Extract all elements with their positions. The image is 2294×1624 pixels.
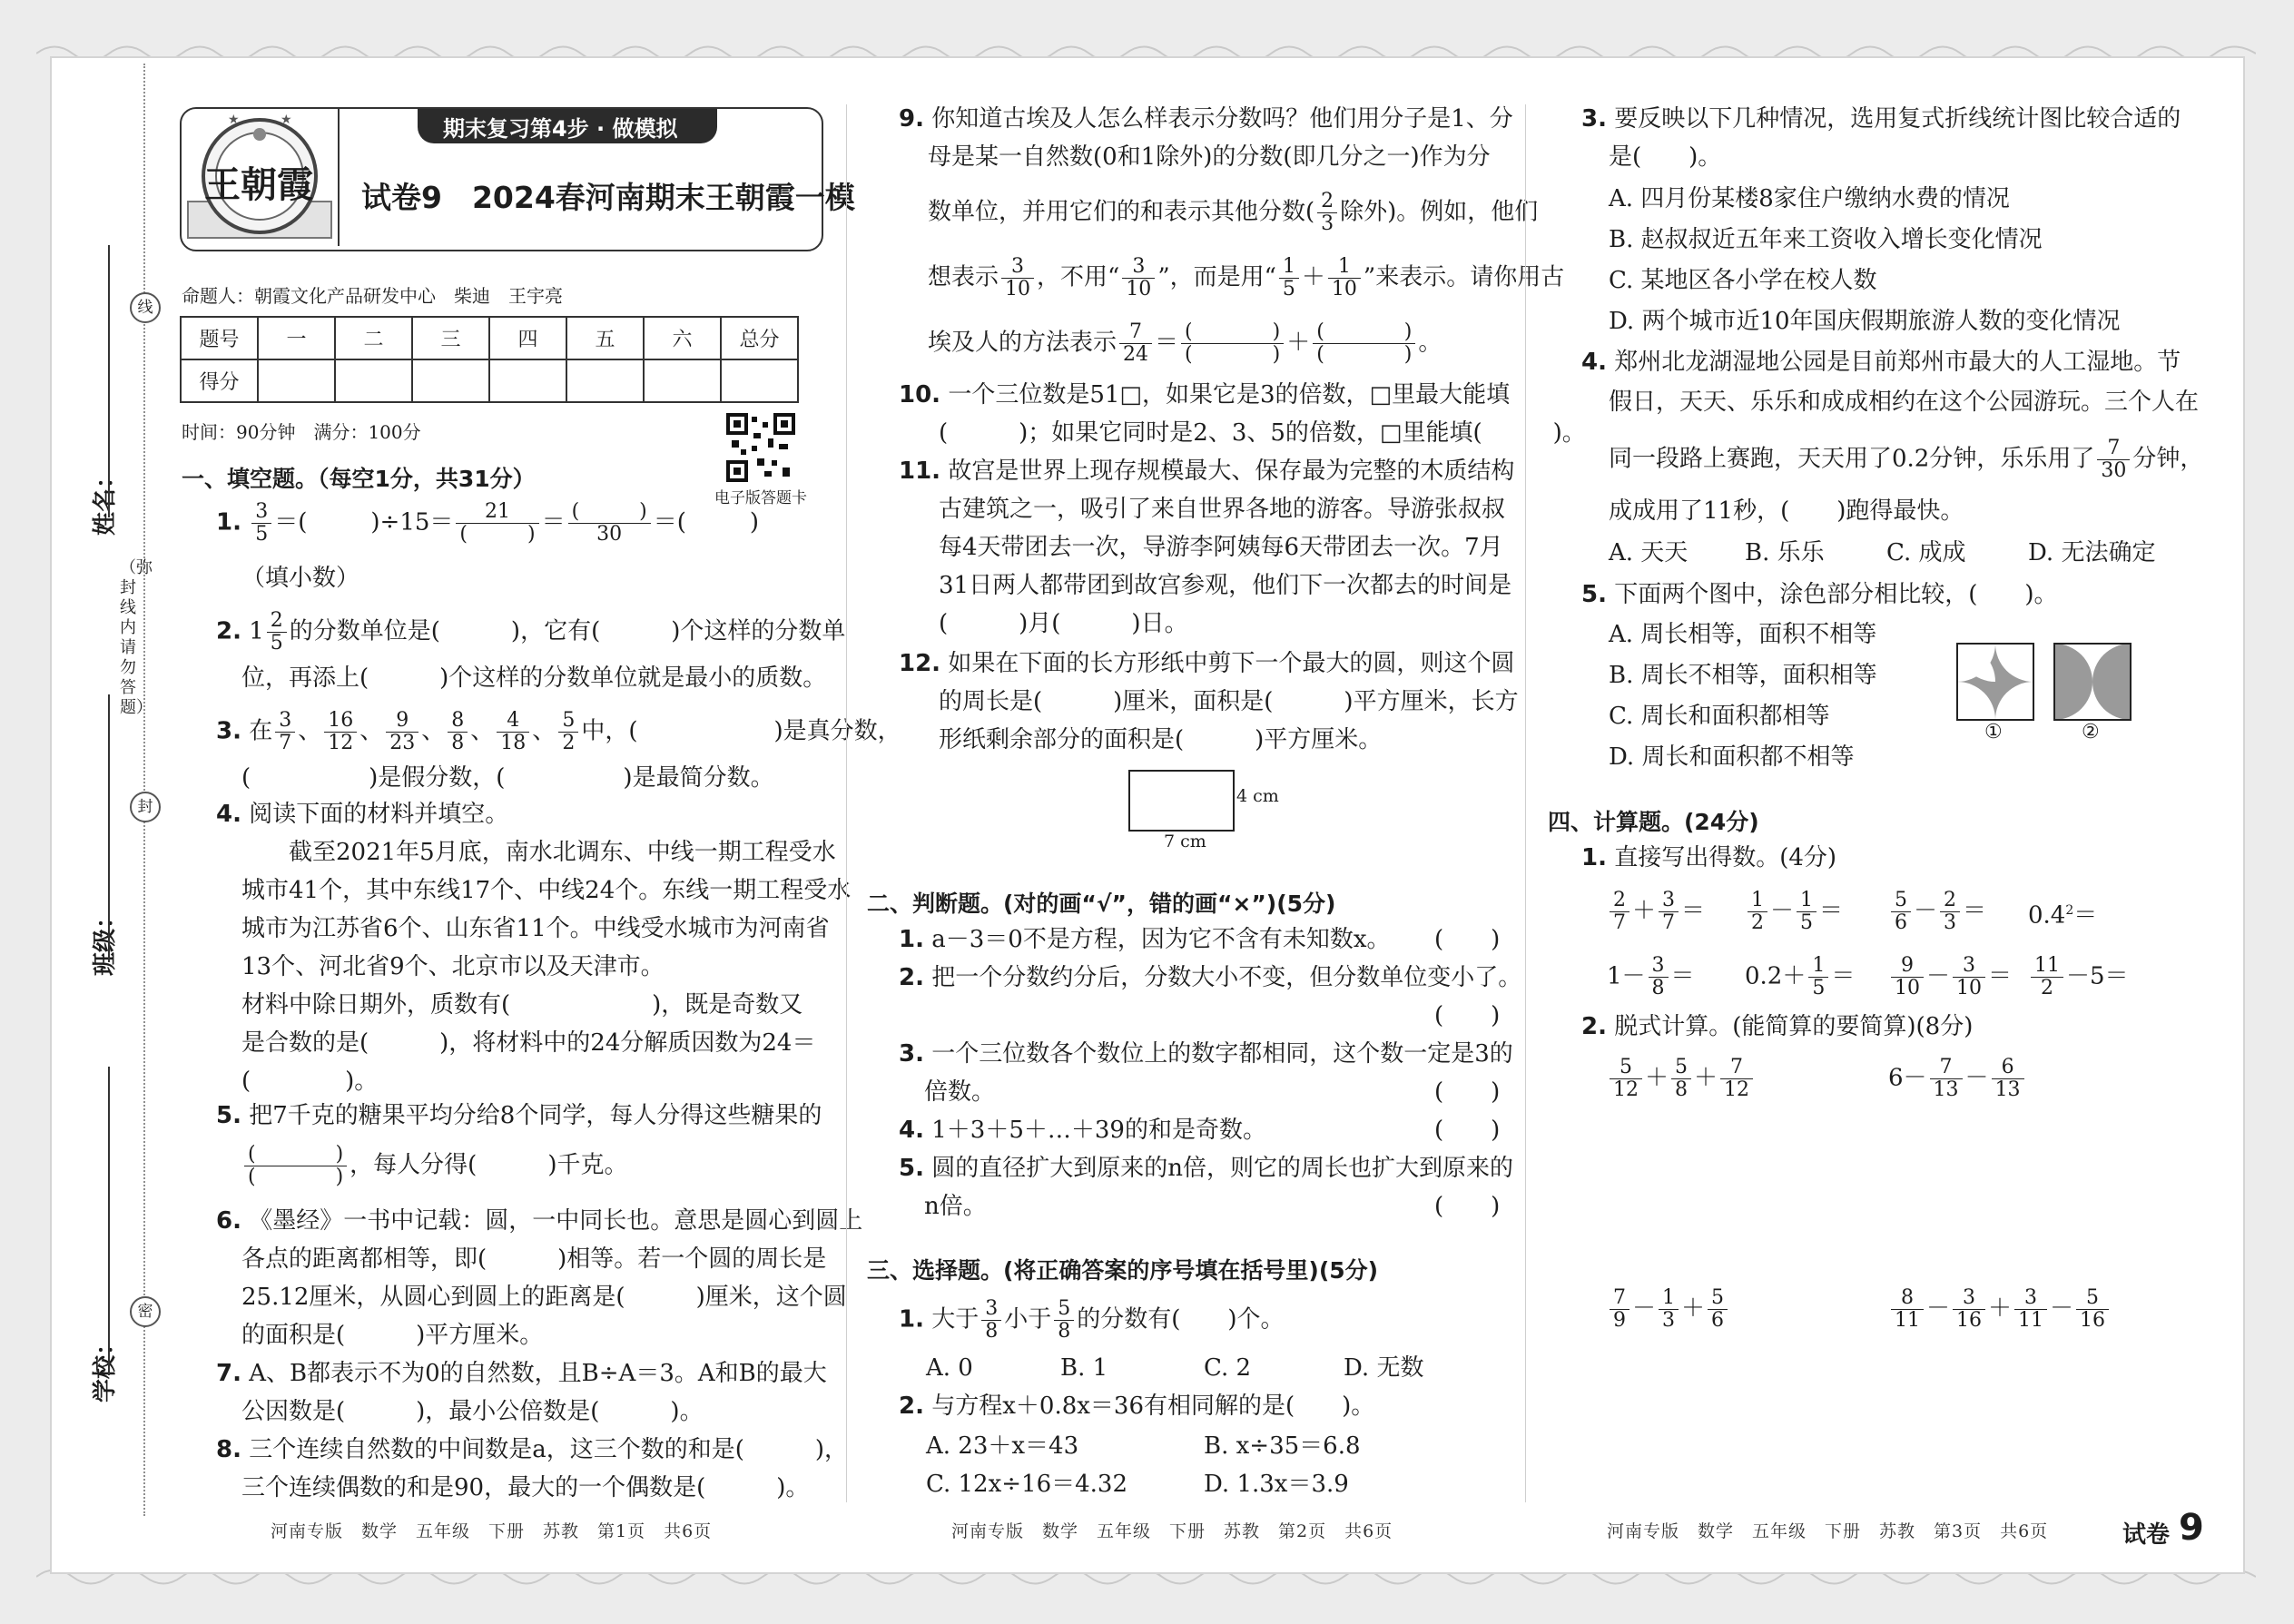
binding-notice: （弥封线内请勿答题） bbox=[120, 558, 153, 717]
rect-height-label: 4 cm bbox=[1236, 786, 1279, 806]
score-table bbox=[180, 316, 799, 403]
calc-expression[interactable]: $\frac{5}{12}$ ＋ $\frac{5}{8}$ ＋ $\frac{7}{12}$ bbox=[1607, 1057, 1756, 1101]
question-5 bbox=[216, 1098, 822, 1133]
question-text: 一个三位数是51□，如果它是3的倍数，□里最大能填 bbox=[948, 381, 1511, 408]
choice-option[interactable]: C. 2 bbox=[1204, 1354, 1252, 1382]
section-4-title: 四、计算题。(24分) bbox=[1548, 809, 1759, 835]
calc-1 bbox=[1581, 841, 1836, 875]
judge-3 bbox=[899, 1037, 1513, 1071]
choice-option[interactable]: B. 乐乐 bbox=[1745, 539, 1825, 566]
question-1: 1. $\frac{3}{5}$ ＝( )÷15＝ $\frac{21}{( )}$ ＝ $\frac{( )}{30}$ ＝( ) bbox=[216, 500, 760, 546]
judge-2 bbox=[899, 960, 1521, 995]
fraction-21-blank: $\frac{21}{( )}$ bbox=[456, 501, 538, 546]
fraction-7-24: $\frac{7}{24}$ bbox=[1119, 321, 1152, 366]
choice-option[interactable]: B. 1 bbox=[1060, 1354, 1108, 1382]
q4-passage-4: 13个、河北省9个、北京市以及天津市。 bbox=[241, 953, 665, 980]
choice-option[interactable]: C. 周长和面积都相等 bbox=[1609, 703, 1830, 730]
question-text: 的分数有( )个。 bbox=[1077, 1305, 1285, 1334]
score-cell[interactable] bbox=[335, 359, 412, 402]
exam-tag-number: 9 bbox=[2179, 1507, 2204, 1549]
judge-5-line-b: n倍。 bbox=[924, 1193, 987, 1220]
question-number: 1. bbox=[899, 1305, 924, 1334]
qr-code[interactable] bbox=[726, 413, 795, 482]
question-text: 你知道古埃及人怎么样表示分数吗？他们用分子是1、分 bbox=[931, 105, 1513, 133]
choice-2 bbox=[899, 1389, 1374, 1423]
seal-xian: 线 bbox=[130, 292, 161, 323]
question-text: 阅读下面的材料并填空。 bbox=[249, 801, 509, 828]
choice-option[interactable]: A. 23＋x＝43 bbox=[926, 1432, 1079, 1460]
judge-3-line-b: 倍数。 bbox=[924, 1078, 996, 1106]
calc-item[interactable]: $\frac{1}{2}$ － $\frac{1}{5}$ ＝ bbox=[1745, 890, 1843, 934]
judge-4 bbox=[899, 1113, 1266, 1147]
choice-1 bbox=[899, 1298, 1285, 1343]
question-number: 5. bbox=[899, 1155, 924, 1182]
question-12-line-b: 的周长是( )厘米，面积是( )平方厘米，长方 bbox=[939, 688, 1519, 715]
question-number: 11. bbox=[899, 458, 941, 485]
question-number: 12. bbox=[899, 650, 941, 677]
score-cell[interactable] bbox=[258, 359, 335, 402]
choice-3 bbox=[1581, 102, 2181, 136]
question-text: 除外)。例如，他们 bbox=[1340, 198, 1539, 226]
calc-item[interactable]: 1－ $\frac{3}{8}$ ＝ bbox=[1607, 954, 1695, 999]
fraction-4-18: $\frac{4}{18}$ bbox=[497, 710, 529, 754]
shaded-figure-1 bbox=[1956, 643, 2034, 721]
question-number: 1. bbox=[1581, 844, 1607, 871]
section-1-title: 一、填空题。（每空1分，共31分） bbox=[182, 466, 536, 492]
fraction-16-12: $\frac{16}{12}$ bbox=[324, 710, 357, 754]
calc-expression[interactable]: $\frac{8}{11}$ － $\frac{3}{16}$ ＋ $\frac{3}{11}$ － $\frac{5}{16}$ bbox=[1888, 1287, 2112, 1332]
question-6-line-c: 25.12厘米，从圆心到圆上的距离是( )厘米，这个圆 bbox=[241, 1284, 847, 1311]
question-text: 郑州北龙湖湿地公园是目前郑州市最大的人工湿地。节 bbox=[1614, 349, 2181, 376]
exam-time: 时间：90分钟 满分：100分 bbox=[182, 421, 421, 443]
fraction-8-8: $\frac{8}{8}$ bbox=[448, 710, 468, 754]
question-text: 下面两个图中，涂色部分相比较，( )。 bbox=[1614, 581, 2058, 608]
question-text: 把7千克的糖果平均分给8个同学，每人分得这些糖果的 bbox=[249, 1102, 822, 1129]
question-number: 7. bbox=[216, 1360, 241, 1387]
q4-passage-1: 截至2021年5月底，南水北调东、中线一期工程受水 bbox=[241, 839, 836, 866]
question-9-line-c bbox=[928, 191, 1538, 235]
question-text: 想表示 bbox=[928, 263, 999, 291]
question-7-line-b: 公因数是( )，最小公倍数是( )。 bbox=[241, 1398, 704, 1425]
fraction-5-2: $\frac{5}{2}$ bbox=[558, 710, 578, 754]
logo-text: 王朝霞 bbox=[204, 163, 313, 206]
qr-caption: 电子版答题卡 bbox=[714, 489, 807, 507]
choice-4-line-b: 假日，天天、乐乐和成成相约在这个公园游玩。三个人在 bbox=[1609, 389, 2200, 416]
calc-item[interactable]: $\frac{2}{7}$ ＋ $\frac{3}{7}$ ＝ bbox=[1607, 890, 1705, 934]
question-number: 6. bbox=[216, 1207, 241, 1235]
question-2-line-b: 位，再添上( )个这样的分数单位就是最小的质数。 bbox=[241, 664, 827, 692]
header-divider bbox=[338, 109, 340, 246]
choice-option[interactable]: A. 0 bbox=[926, 1354, 973, 1382]
score-header-cell: 五 bbox=[566, 317, 644, 359]
calc-item[interactable]: 0.2＋ $\frac{1}{5}$ ＝ bbox=[1745, 954, 1856, 999]
question-number: 3. bbox=[899, 1040, 924, 1068]
fraction-3-7: $\frac{3}{7}$ bbox=[275, 710, 295, 754]
question-text: 数单位，并用它们的和表示其他分数( bbox=[928, 198, 1315, 226]
question-2: 2. 1 $\frac{2}{5}$ 的分数单位是( )，它有( )个这样的分数单 bbox=[216, 609, 846, 655]
figure-1-label: ① bbox=[1984, 721, 2003, 743]
judge-answer[interactable]: ( ) bbox=[1434, 1002, 1501, 1029]
calc-2 bbox=[1581, 1009, 1973, 1044]
question-number: 4. bbox=[899, 1117, 924, 1144]
question-text: 要反映以下几种情况，选用复式折线统计图比较合适的 bbox=[1614, 105, 2181, 133]
question-text: 1＋3＋5＋…＋39的和是奇数。 bbox=[931, 1117, 1266, 1144]
question-6-line-b: 各点的距离都相等，即( )相等。若一个圆的周长是 bbox=[241, 1245, 827, 1273]
name-line[interactable] bbox=[108, 245, 110, 517]
question-number: 1. bbox=[216, 508, 241, 536]
choice-option[interactable]: C. 某地区各小学在校人数 bbox=[1609, 267, 1877, 294]
question-12 bbox=[899, 646, 1514, 681]
question-text: 一个三位数各个数位上的数字都相同，这个数一定是3的 bbox=[931, 1040, 1513, 1068]
calc-expression[interactable]: $\frac{7}{9}$ － $\frac{1}{3}$ ＋ $\frac{5}{6}$ bbox=[1607, 1287, 1730, 1332]
question-text: 小于 bbox=[1004, 1305, 1052, 1334]
choice-option[interactable]: D. 无法确定 bbox=[2028, 539, 2156, 566]
fraction-blank[interactable]: $\frac{( )}{( )}$ bbox=[1313, 321, 1415, 366]
choice-option[interactable]: A. 天天 bbox=[1609, 539, 1689, 566]
fraction-3-5: $\frac{3}{5}$ bbox=[251, 501, 271, 546]
question-text: 大于 bbox=[931, 1305, 980, 1334]
judge-answer[interactable]: ( ) bbox=[1434, 1078, 1501, 1106]
score-row-label: 得分 bbox=[181, 359, 258, 402]
calc-item[interactable]: $0.4^2=$ bbox=[2028, 901, 2098, 930]
class-label: 班级： bbox=[92, 904, 119, 976]
question-text: 埃及人的方法表示 bbox=[928, 329, 1117, 357]
score-header-cell: 一 bbox=[258, 317, 335, 359]
question-text: 直接写出得数。(4分) bbox=[1614, 844, 1837, 871]
question-6-line-d: 的面积是( )平方厘米。 bbox=[241, 1322, 544, 1349]
question-text: 把一个分数约分后，分数大小不变，但分数单位变小了。 bbox=[931, 964, 1522, 991]
choice-option[interactable]: B. 周长不相等，面积相等 bbox=[1609, 662, 1877, 689]
column-divider-1 bbox=[846, 104, 847, 1502]
rectangle-figure bbox=[1128, 770, 1235, 832]
choice-3-line-b: 是( )。 bbox=[1609, 143, 1722, 171]
seal-feng: 封 bbox=[130, 792, 161, 822]
exam-tag: 试卷 bbox=[2122, 1521, 2171, 1549]
choice-option[interactable]: A. 四月份某楼8家住户缴纳水费的情况 bbox=[1609, 185, 2010, 212]
fraction-blank-blank[interactable]: $\frac{( )}{( )}$ bbox=[244, 1144, 347, 1188]
question-11 bbox=[899, 454, 1514, 488]
choice-option[interactable]: A. 周长相等，面积不相等 bbox=[1609, 621, 1877, 648]
score-cell[interactable] bbox=[644, 359, 721, 402]
calc-item[interactable]: $\frac{11}{2}$ －5＝ bbox=[2028, 955, 2129, 999]
shaded-figure-2 bbox=[2053, 643, 2132, 721]
footer-page-2: 河南专版 数学 五年级 下册 苏教 第2页 共6页 bbox=[951, 1521, 1393, 1541]
question-12-line-c: 形纸剩余部分的面积是( )平方厘米。 bbox=[939, 726, 1383, 753]
question-text: 《墨经》一书中记载：圆，一中同长也。意思是圆心到圆上 bbox=[249, 1207, 863, 1235]
question-6 bbox=[216, 1204, 862, 1238]
judge-answer[interactable]: ( ) bbox=[1434, 926, 1501, 953]
score-header-cell: 六 bbox=[644, 317, 721, 359]
section-2-title: 二、判断题。(对的画“√”，错的画“×”)(5分) bbox=[867, 891, 1336, 917]
fraction-7-30: $\frac{7}{30}$ bbox=[2097, 438, 2130, 482]
choice-4-line-c bbox=[1609, 438, 2203, 482]
question-9-line-e: 埃及人的方法表示 $\frac{7}{24}$ ＝ $\frac{( )}{( )}$ ＋ $\frac{( )}{( )}$ 。 bbox=[928, 320, 1442, 366]
question-3: 3. 在 $\frac{3}{7}$ 、 $\frac{16}{12}$ 、 $\frac{9}{23}$ 、 $\frac{8}{8}$ 、 $\frac{4}{18}$ 、 $\frac{5}{2}$ 中，( )是真分数， bbox=[216, 709, 901, 754]
question-9 bbox=[899, 102, 1513, 136]
question-number: 5. bbox=[216, 1102, 241, 1129]
score-cell[interactable] bbox=[721, 359, 798, 402]
question-11-line-c: 每4天带团去一次，导游李阿姨每6天带团去一次。7月 bbox=[939, 534, 1503, 561]
score-header-cell: 总分 bbox=[721, 317, 798, 359]
question-number: 2. bbox=[899, 964, 924, 991]
calc-item[interactable]: $\frac{5}{6}$ － $\frac{2}{3}$ ＝ bbox=[1888, 890, 1986, 934]
exam-title: 试卷9 2024春河南期末王朝霞一模 bbox=[361, 180, 855, 215]
question-number: 1. bbox=[899, 926, 924, 953]
question-5-line-b bbox=[241, 1144, 627, 1188]
score-cell[interactable] bbox=[566, 359, 644, 402]
question-11-line-e: ( )月( )日。 bbox=[939, 610, 1188, 637]
fraction-3-10: $\frac{3}{10}$ bbox=[1001, 256, 1034, 300]
fraction-3-8: $\frac{3}{8}$ bbox=[981, 1298, 1001, 1343]
question-text: 与方程x＋0.8x＝36有相同解的是( )。 bbox=[931, 1393, 1375, 1420]
question-number: 4. bbox=[1581, 349, 1607, 376]
score-header-cell: 三 bbox=[412, 317, 489, 359]
question-text: 圆的直径扩大到原来的n倍，则它的周长也扩大到原来的 bbox=[931, 1155, 1513, 1182]
question-1-tail: （填小数） bbox=[241, 565, 360, 592]
question-number: 2. bbox=[216, 617, 241, 645]
choice-option[interactable]: C. 成成 bbox=[1886, 539, 1966, 566]
question-text: 同一段路上赛跑，天天用了0.2分钟，乐乐用了 bbox=[1609, 445, 2095, 473]
school-line[interactable] bbox=[108, 1067, 110, 1375]
score-header-cell: 题号 bbox=[181, 317, 258, 359]
name-label: 姓名： bbox=[92, 464, 119, 536]
question-9-line-d: 想表示 $\frac{3}{10}$ ，不用“ $\frac{3}{10}$ ”，而是用“ $\frac{1}{5}$ ＋ $\frac{1}{10}$ ”来表示。请你用古 bbox=[928, 255, 1565, 300]
fraction-5-8: $\frac{5}{8}$ bbox=[1054, 1298, 1074, 1343]
fraction-2-3: $\frac{2}{3}$ bbox=[1317, 191, 1337, 235]
question-text: a－3＝0不是方程，因为它不含有未知数x。 bbox=[931, 926, 1391, 953]
question-text: 三个连续自然数的中间数是a，这三个数的和是( )， bbox=[249, 1436, 849, 1463]
question-number: 3. bbox=[1581, 105, 1607, 133]
question-text: ，不用“ bbox=[1037, 263, 1120, 291]
question-8-line-b: 三个连续偶数的和是90，最大的一个偶数是( )。 bbox=[241, 1474, 810, 1501]
svg-text:★: ★ bbox=[281, 113, 292, 127]
question-text: 如果在下面的长方形纸中剪下一个最大的圆，则这个圆 bbox=[948, 650, 1515, 677]
question-number: 3. bbox=[216, 717, 241, 745]
question-11-line-d: 31日两人都带团到故宫参观，他们下一次都去的时间是 bbox=[939, 572, 1512, 599]
choice-option[interactable]: B. 赵叔叔近五年来工资收入增长变化情况 bbox=[1609, 226, 2043, 253]
choice-option[interactable]: D. 无数 bbox=[1344, 1354, 1424, 1382]
figure-2-label: ② bbox=[2082, 721, 2100, 743]
choice-option[interactable]: D. 两个城市近10年国庆假期旅游人数的变化情况 bbox=[1609, 308, 2121, 335]
choice-option[interactable]: D. 1.3x＝3.9 bbox=[1204, 1471, 1349, 1498]
question-number: 4. bbox=[216, 801, 241, 828]
fraction-blank-30: $\frac{( )}{30}$ bbox=[568, 501, 651, 546]
question-10-line-b: ( )；如果它同时是2、3、5的倍数，□里能填( )。 bbox=[939, 419, 1586, 447]
question-11-line-b: 古建筑之一，吸引了来自世界各地的游客。导游张叔叔 bbox=[939, 496, 1506, 523]
column-divider-2 bbox=[1525, 104, 1526, 1502]
fraction-blank[interactable]: $\frac{( )}{( )}$ bbox=[1181, 321, 1284, 366]
choice-option[interactable]: B. x÷35＝6.8 bbox=[1204, 1432, 1361, 1460]
judge-5 bbox=[899, 1151, 1513, 1186]
question-text: 分钟， bbox=[2132, 445, 2204, 473]
authors: 命题人：朝霞文化产品研发中心 柴迪 王宇亮 bbox=[182, 285, 563, 307]
q4-passage-5: 材料中除日期外，质数有( )，既是奇数又 bbox=[241, 991, 803, 1019]
fraction-2-5: $\frac{2}{5}$ bbox=[267, 610, 287, 655]
svg-text:★: ★ bbox=[228, 113, 240, 127]
seal-mi: 密 bbox=[130, 1296, 161, 1327]
question-9-line-b: 母是某一自然数(0和1除外)的分数(即几分之一)作为分 bbox=[928, 143, 1491, 171]
question-10 bbox=[899, 378, 1510, 412]
fraction-9-23: $\frac{9}{23}$ bbox=[386, 710, 418, 754]
question-text: 脱式计算。(能简算的要简算)(8分) bbox=[1614, 1013, 1974, 1040]
q4-passage-6: 是合数的是( )，将材料中的24分解质因数为24＝ bbox=[241, 1029, 816, 1057]
choice-option[interactable]: C. 12x÷16＝4.32 bbox=[926, 1471, 1128, 1498]
question-number: 8. bbox=[216, 1436, 241, 1463]
fraction-3-10: $\frac{3}{10}$ bbox=[1122, 256, 1155, 300]
choice-5 bbox=[1581, 577, 2058, 612]
question-text: 故宫是世界上现存规模最大、保存最为完整的木质结构 bbox=[948, 458, 1515, 485]
score-header-cell: 二 bbox=[335, 317, 412, 359]
rect-width-label: 7 cm bbox=[1164, 832, 1206, 851]
choice-4-line-d: 成成用了11秒，( )跑得最快。 bbox=[1609, 497, 1964, 525]
school-label: 学校： bbox=[92, 1331, 119, 1403]
judge-answer[interactable]: ( ) bbox=[1434, 1193, 1501, 1220]
question-4 bbox=[216, 797, 508, 832]
fraction-1-10: $\frac{1}{10}$ bbox=[1328, 256, 1361, 300]
judge-1 bbox=[899, 922, 1390, 957]
question-number: 5. bbox=[1581, 581, 1607, 608]
question-text: ，每人分得( )千克。 bbox=[350, 1151, 628, 1179]
section-3-title: 三、选择题。(将正确答案的序号填在括号里)(5分) bbox=[867, 1257, 1379, 1284]
question-8 bbox=[216, 1432, 848, 1467]
calc-expression[interactable]: 6－ $\frac{7}{13}$ － $\frac{6}{13}$ bbox=[1888, 1057, 2027, 1101]
footer-page-3: 河南专版 数学 五年级 下册 苏教 第3页 共6页 bbox=[1607, 1521, 2049, 1541]
question-number: 2. bbox=[1581, 1013, 1607, 1040]
question-text: 的分数单位是( )，它有( )个这样的分数单 bbox=[289, 617, 846, 645]
question-text: ”来表示。请你用古 bbox=[1363, 263, 1565, 291]
question-number: 10. bbox=[899, 381, 941, 408]
score-cell[interactable] bbox=[489, 359, 566, 402]
question-text: A、B都表示不为0的自然数，且B÷A＝3。A和B的最大 bbox=[249, 1360, 827, 1387]
score-cell[interactable] bbox=[412, 359, 489, 402]
score-header-cell: 四 bbox=[489, 317, 566, 359]
question-number: 2. bbox=[899, 1393, 924, 1420]
banner-text: 期末复习第4步 · 做模拟 bbox=[443, 116, 678, 142]
footer-page-1: 河南专版 数学 五年级 下册 苏教 第1页 共6页 bbox=[271, 1521, 713, 1541]
fraction-1-5: $\frac{1}{5}$ bbox=[1279, 256, 1299, 300]
question-text: ”，而是用“ bbox=[1157, 263, 1276, 291]
choice-4 bbox=[1581, 345, 2181, 379]
q4-passage-7: ( )。 bbox=[241, 1068, 379, 1095]
question-number: 9. bbox=[899, 105, 924, 133]
judge-answer[interactable]: ( ) bbox=[1434, 1117, 1501, 1144]
q4-passage-2: 城市41个，其中东线17个、中线24个。东线一期工程受水 bbox=[241, 877, 852, 904]
question-7 bbox=[216, 1356, 827, 1391]
choice-option[interactable]: D. 周长和面积都不相等 bbox=[1609, 743, 1855, 771]
q4-passage-3: 城市为江苏省6个、山东省11个。中线受水城市为河南省 bbox=[241, 915, 830, 942]
question-3-line-b: ( )是假分数，( )是最简分数。 bbox=[241, 764, 774, 792]
class-line[interactable] bbox=[108, 694, 110, 962]
calc-item[interactable]: $\frac{9}{10}$ － $\frac{3}{10}$ ＝ bbox=[1888, 955, 2012, 999]
